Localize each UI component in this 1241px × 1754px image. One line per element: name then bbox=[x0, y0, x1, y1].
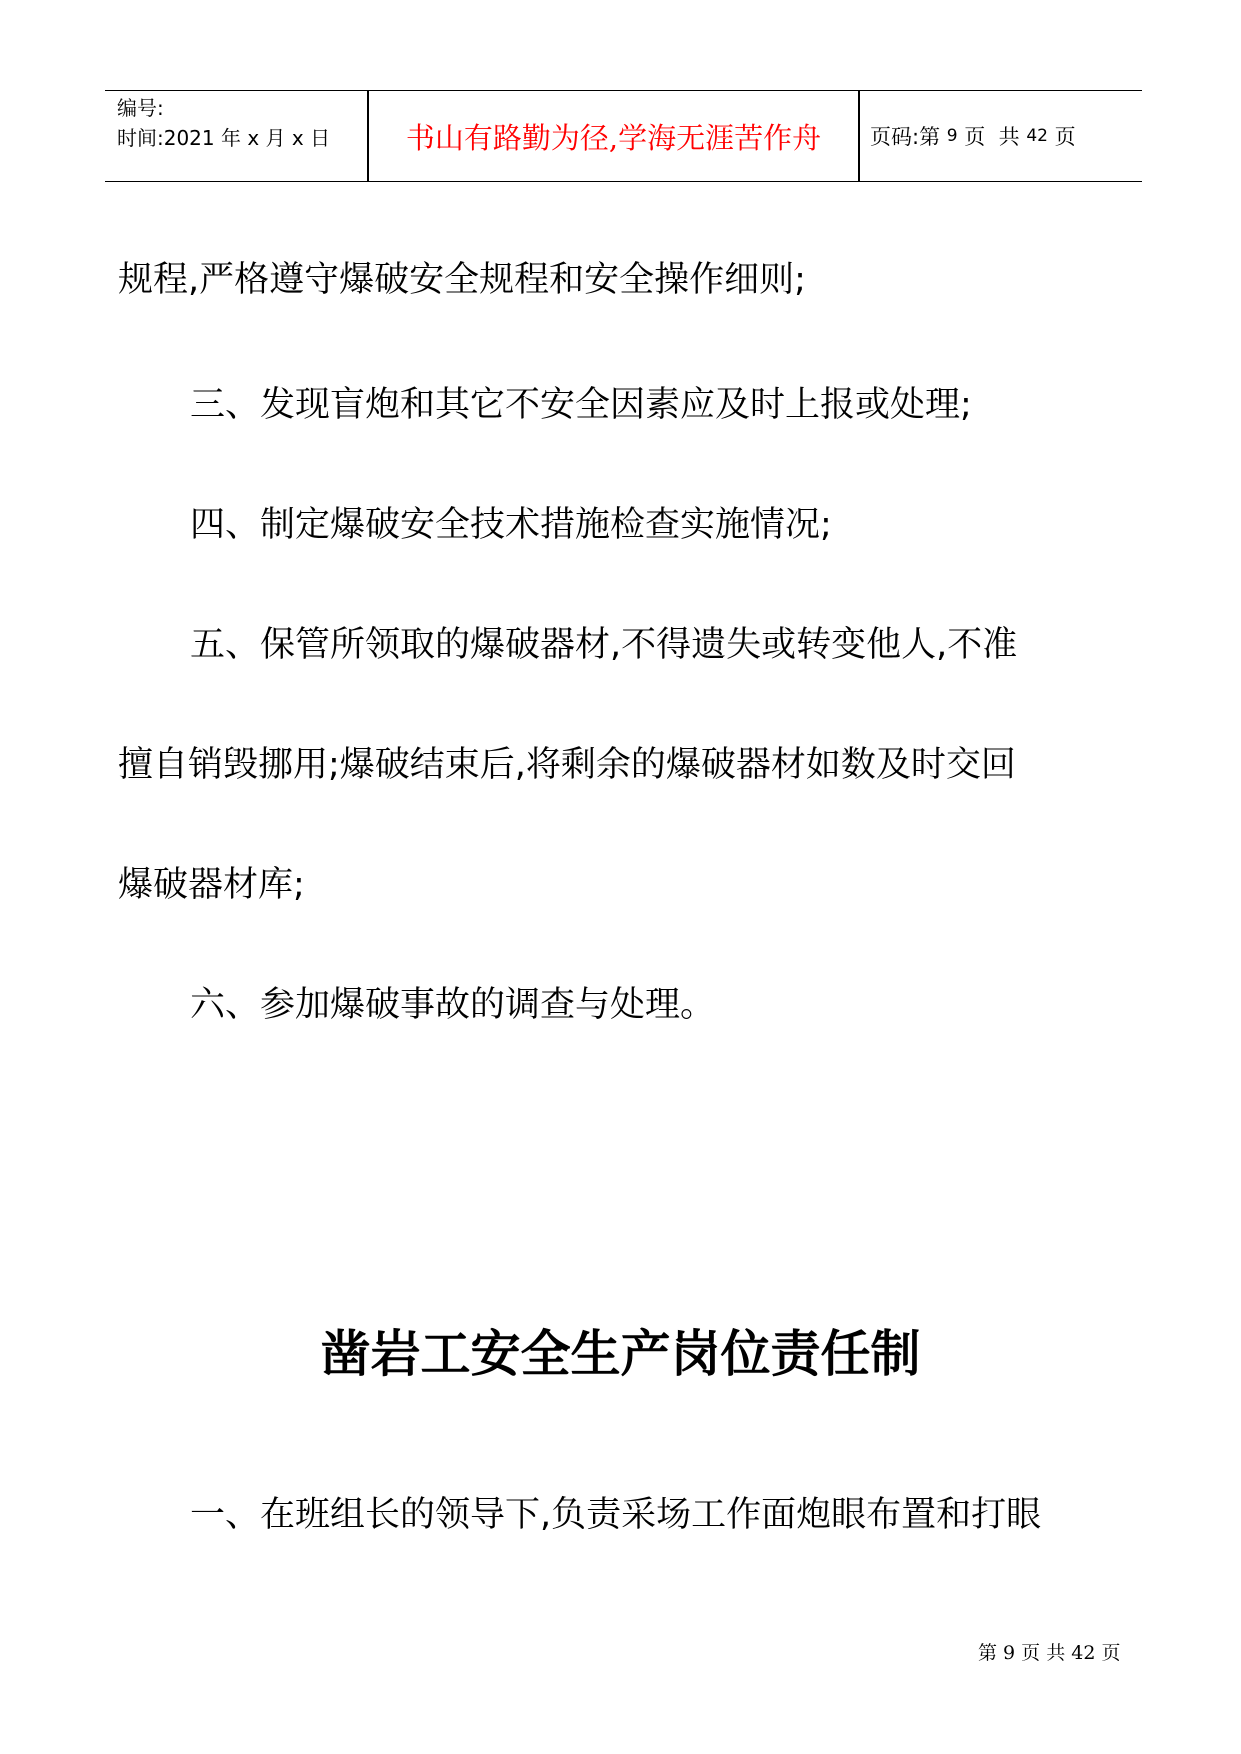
serial-label: 编号: bbox=[117, 96, 164, 120]
page-mid: 页 共 bbox=[964, 125, 1020, 149]
page-end: 页 bbox=[1054, 125, 1076, 149]
body-line: 六、参加爆破事故的调查与处理。 bbox=[190, 985, 716, 1025]
page-total: 42 bbox=[1026, 126, 1048, 146]
section-title: 凿岩工安全生产岗位责任制 bbox=[320, 1325, 921, 1383]
page-footer: 第 9 页 共 42 页 bbox=[978, 1642, 1121, 1664]
body-line: 规程,严格遵守爆破安全规程和安全操作细则; bbox=[118, 260, 806, 300]
body-line: 四、制定爆破安全技术措施检查实施情况; bbox=[190, 505, 832, 545]
body-line: 三、发现盲炮和其它不安全因素应及时上报或处理; bbox=[190, 385, 972, 425]
body-line: 擅自销毁挪用;爆破结束后,将剩余的爆破器材如数及时交回 bbox=[118, 745, 1016, 785]
time-label: 时间:2021 年 x 月 x 日 bbox=[117, 126, 331, 150]
header-motto: 书山有路勤为径,学海无涯苦作舟 bbox=[405, 120, 822, 155]
header-divider bbox=[858, 91, 860, 181]
body-line: 爆破器材库; bbox=[118, 865, 305, 905]
body-line: 五、保管所领取的爆破器材,不得遗失或转变他人,不准 bbox=[190, 625, 1018, 665]
header-page-info bbox=[870, 91, 1076, 181]
body-line: 一、在班组长的领导下,负责采场工作面炮眼布置和打眼 bbox=[190, 1495, 1042, 1535]
page-number: 9 bbox=[946, 126, 958, 146]
page-header bbox=[105, 90, 1142, 182]
page-label: 页码:第 bbox=[870, 125, 941, 149]
header-meta bbox=[117, 93, 367, 153]
